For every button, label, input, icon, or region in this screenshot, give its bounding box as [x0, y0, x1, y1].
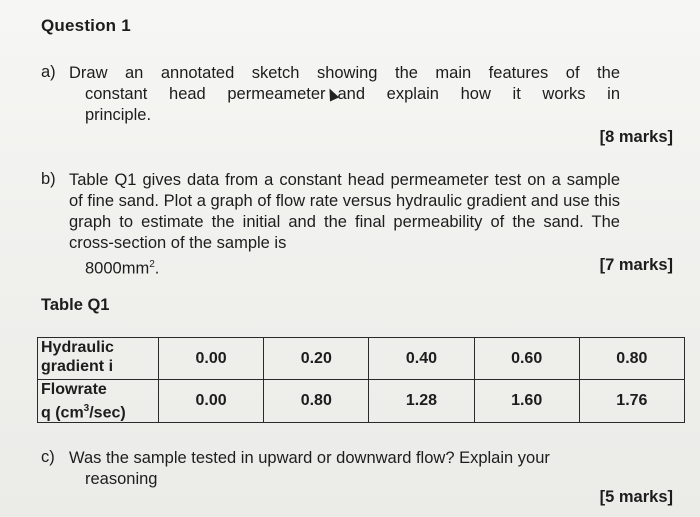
data-table: [37, 337, 685, 423]
part-a-line2: [85, 84, 620, 105]
part-a-line1: Draw an annotated sketch showing the main features of the: [69, 64, 620, 82]
part-c-label: c): [41, 448, 55, 466]
table-cell: 1.76: [579, 380, 684, 423]
row-header-line2-before: q (cm: [41, 404, 84, 422]
question-title: Question 1: [41, 16, 131, 35]
table-cell: 1.28: [369, 380, 474, 423]
table-row: [38, 380, 685, 423]
row-header-flowrate: [38, 380, 159, 423]
table-cell: 0.00: [159, 380, 264, 423]
part-a-text: [69, 63, 620, 84]
part-b-area-sup: 2: [149, 259, 155, 270]
row-header-gradient: [38, 338, 159, 380]
row-header-line2: [41, 399, 155, 422]
table-title: Table Q1: [41, 296, 110, 314]
part-c-line1: Was the sample tested in upward or downward flow? Explain your: [69, 449, 550, 467]
row-header-line2: gradient i: [41, 358, 114, 375]
table-cell: 0.60: [474, 338, 579, 380]
table-cell: 0.00: [159, 338, 264, 380]
table-cell: 1.60: [474, 380, 579, 423]
part-b-text-block: [69, 170, 620, 254]
table-row: [38, 338, 685, 380]
part-b-text: Table Q1 gives data from a constant head permeameter test on a sample of fine sand. Plot a graph of flow rate versus hydraulic gradient and use this graph to estimate the initial and the final permeability of the sand. The cross-section of the sample is: [69, 171, 620, 252]
part-c-line2: reasoning: [85, 470, 158, 488]
part-a-line2-after: and explain how it works in: [337, 85, 620, 103]
table-cell: 0.20: [264, 338, 369, 380]
row-header-line2-after: /sec): [89, 404, 126, 422]
part-a-marks: [8 marks]: [599, 128, 673, 146]
row-header-sup: 3: [83, 403, 90, 414]
table-cell: 0.40: [369, 338, 474, 380]
part-b-label: b): [41, 170, 56, 188]
mouse-cursor-icon: [324, 86, 338, 101]
part-b-area-value: 8000mm: [85, 259, 150, 278]
part-a-line3: principle.: [85, 106, 152, 124]
part-b-area-end: .: [154, 259, 160, 278]
table-cell: 0.80: [579, 338, 684, 380]
part-c-marks: [5 marks]: [599, 488, 673, 506]
part-b-area: [85, 254, 285, 280]
part-a-line2-before: constant head permeameter: [85, 85, 326, 103]
table-cell: 0.80: [264, 380, 369, 423]
part-b-marks: [7 marks]: [599, 256, 673, 274]
row-header-line1: Flowrate: [41, 381, 107, 398]
row-header-line1: Hydraulic: [41, 339, 114, 356]
part-a-label: a): [41, 63, 56, 81]
